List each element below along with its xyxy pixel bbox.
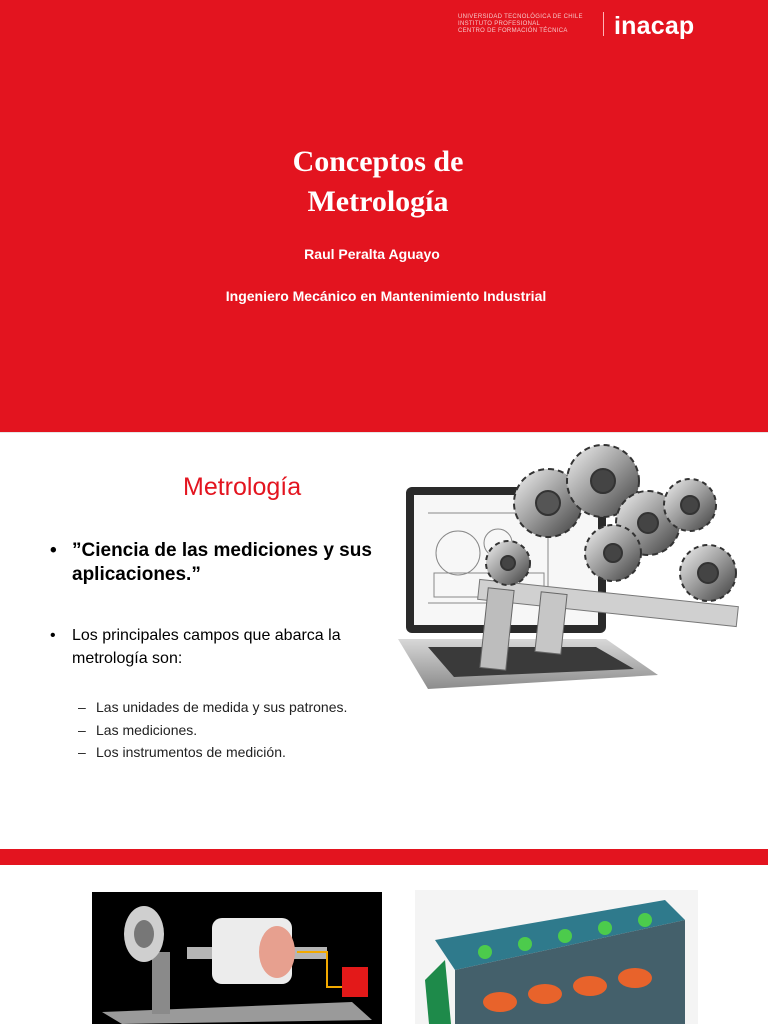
shaft-alignment-image	[92, 892, 382, 1024]
brand-name: inacap	[614, 12, 695, 40]
slide3-header-band	[0, 849, 768, 865]
institution-text	[458, 14, 583, 35]
dash: –	[78, 699, 86, 715]
title-slide	[0, 0, 768, 432]
list-item	[78, 744, 286, 760]
author-role: Ingeniero Mecánico en Mantenimiento Industrial	[225, 288, 547, 304]
title-line-2: Metrología	[307, 185, 449, 218]
list-item-text: Los instrumentos de medición.	[96, 744, 286, 760]
laptop-gears-illustration	[398, 443, 764, 693]
slide-title	[0, 142, 756, 222]
dash: –	[78, 744, 86, 760]
institution-line-2: INSTITUTO PROFESIONAL	[458, 21, 541, 27]
slide3	[0, 865, 768, 1024]
bullet-fields	[50, 624, 402, 670]
bullet-definition	[50, 539, 400, 587]
institution-line-1: UNIVERSIDAD TECNOLÓGICA DE CHILE	[458, 14, 583, 20]
engine-block-image	[415, 890, 698, 1024]
brand-divider	[603, 12, 604, 36]
institution-line-3: CENTRO DE FORMACIÓN TÉCNICA	[458, 28, 568, 34]
metrology-slide	[0, 433, 768, 849]
dash: –	[78, 722, 86, 738]
bullet-text: Los principales campos que abarca la metrología son:	[72, 627, 341, 667]
bullet-dot: •	[50, 540, 57, 561]
slide2-title: Metrología	[183, 473, 302, 501]
bullet-text: ”Ciencia de las mediciones y sus aplicaciones.”	[72, 540, 372, 585]
list-item	[78, 722, 197, 738]
list-item	[78, 699, 347, 715]
gears-icon	[486, 445, 736, 601]
list-item-text: Las mediciones.	[96, 722, 198, 738]
title-line-1: Conceptos de	[292, 145, 464, 178]
list-item-text: Las unidades de medida y sus patrones.	[96, 699, 348, 715]
bullet-dot: •	[50, 627, 56, 644]
inacap-logo	[614, 12, 694, 41]
author-name: Raul Peralta Aguayo	[304, 246, 440, 262]
